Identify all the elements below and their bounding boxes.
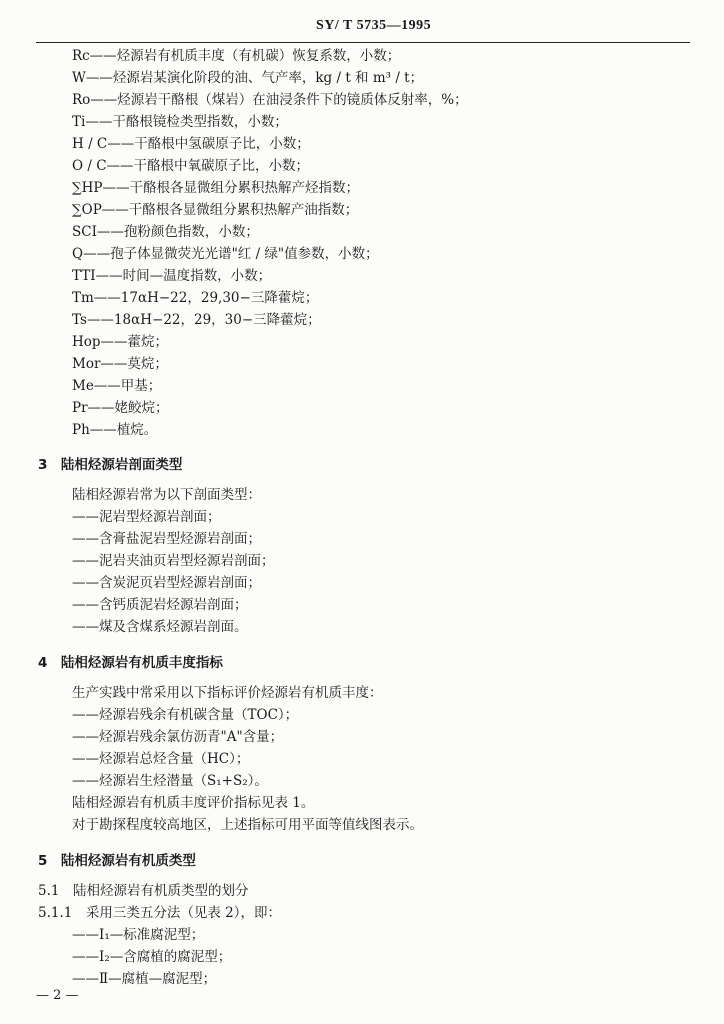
section-4-intro: 生产实践中常采用以下指标评价烃源岩有机质丰度：	[72, 685, 383, 701]
section-4-item: ——烃源岩生烃潜量（S₁+S₂）。	[72, 773, 268, 789]
symbol-tti: TTI——时间—温度指数，小数；	[72, 268, 272, 284]
section-3-heading: 3 陆相烃源岩剖面类型	[38, 457, 183, 473]
symbol-pr: Pr——姥鲛烷；	[72, 400, 169, 416]
section-3-item: ——泥岩型烃源岩剖面；	[72, 509, 221, 525]
section-4-item: ——烃源岩残余氯仿沥青"A"含量；	[72, 729, 284, 745]
section-4-note: 陆相烃源岩有机质丰度评价指标见表 1。	[72, 795, 315, 811]
section-3-item: ——泥岩夹油页岩型烃源岩剖面；	[72, 553, 275, 569]
symbol-ph: Ph——植烷。	[72, 422, 158, 438]
section-3-intro: 陆相烃源岩常为以下剖面类型：	[72, 487, 261, 503]
symbol-ro: Ro——烃源岩干酪根（煤岩）在油浸条件下的镜质体反射率，%；	[72, 92, 468, 108]
section-4-item: ——烃源岩总烃含量（HC）；	[72, 751, 250, 767]
symbol-hop: Hop——藿烷；	[72, 334, 169, 350]
subsection-5-1: 5.1 陆相烃源岩有机质类型的划分	[38, 883, 249, 899]
symbol-ts: Ts——18αH−22，29，30−三降藿烷；	[72, 312, 321, 328]
section-5-heading: 5 陆相烃源岩有机质类型	[38, 853, 196, 869]
symbol-oc: O / C——干酪根中氧碳原子比，小数；	[72, 158, 310, 174]
section-3-item: ——含炭泥页岩型烃源岩剖面；	[72, 575, 261, 591]
symbol-ti: Ti——干酪根镜检类型指数，小数；	[72, 114, 288, 130]
section-3-item: ——煤及含煤系烃源岩剖面。	[72, 619, 248, 635]
subsection-5-1-1: 5.1.1 采用三类五分法（见表 2），即：	[38, 905, 281, 921]
symbol-sci: SCI——孢粉颜色指数，小数；	[72, 224, 259, 240]
document-code: SY/ T 5735—1995	[316, 18, 432, 33]
symbol-rc: Rc——烃源岩有机质丰度（有机碳）恢复系数，小数；	[72, 48, 401, 64]
page-number: — 2 —	[36, 988, 79, 1003]
symbol-hc: H / C——干酪根中氢碳原子比，小数；	[72, 136, 310, 152]
symbol-q: Q——孢子体显微荧光光谱"红 / 绿"值参数，小数；	[72, 246, 379, 262]
section-5-item: ——Ⅰ₁—标准腐泥型；	[72, 927, 205, 943]
symbol-hp: ∑HP——干酪根各显微组分累积热解产烃指数；	[72, 180, 359, 196]
symbol-me: Me——甲基；	[72, 378, 162, 394]
section-4-heading: 4 陆相烃源岩有机质丰度指标	[38, 655, 223, 671]
section-3-item: ——含钙质泥岩烃源岩剖面；	[72, 597, 248, 613]
symbol-w: W——烃源岩某演化阶段的油、气产率，kg / t 和 m³ / t；	[72, 70, 424, 86]
section-4-note: 对于勘探程度较高地区，上述指标可用平面等值线图表示。	[72, 817, 423, 833]
section-5-item: ——Ⅰ₂—含腐植的腐泥型；	[72, 949, 232, 965]
symbol-op: ∑OP——干酪根各显微组分累积热解产油指数；	[72, 202, 359, 218]
section-3-item: ——含膏盐泥岩型烃源岩剖面；	[72, 531, 261, 547]
section-4-item: ——烃源岩残余有机碳含量（TOC）；	[72, 707, 299, 723]
symbol-mor: Mor——莫烷；	[72, 356, 168, 372]
symbol-tm: Tm——17αH−22，29,30−三降藿烷；	[72, 290, 319, 306]
section-5-item: ——Ⅱ—腐植—腐泥型；	[72, 971, 217, 987]
header-rule	[36, 42, 690, 43]
